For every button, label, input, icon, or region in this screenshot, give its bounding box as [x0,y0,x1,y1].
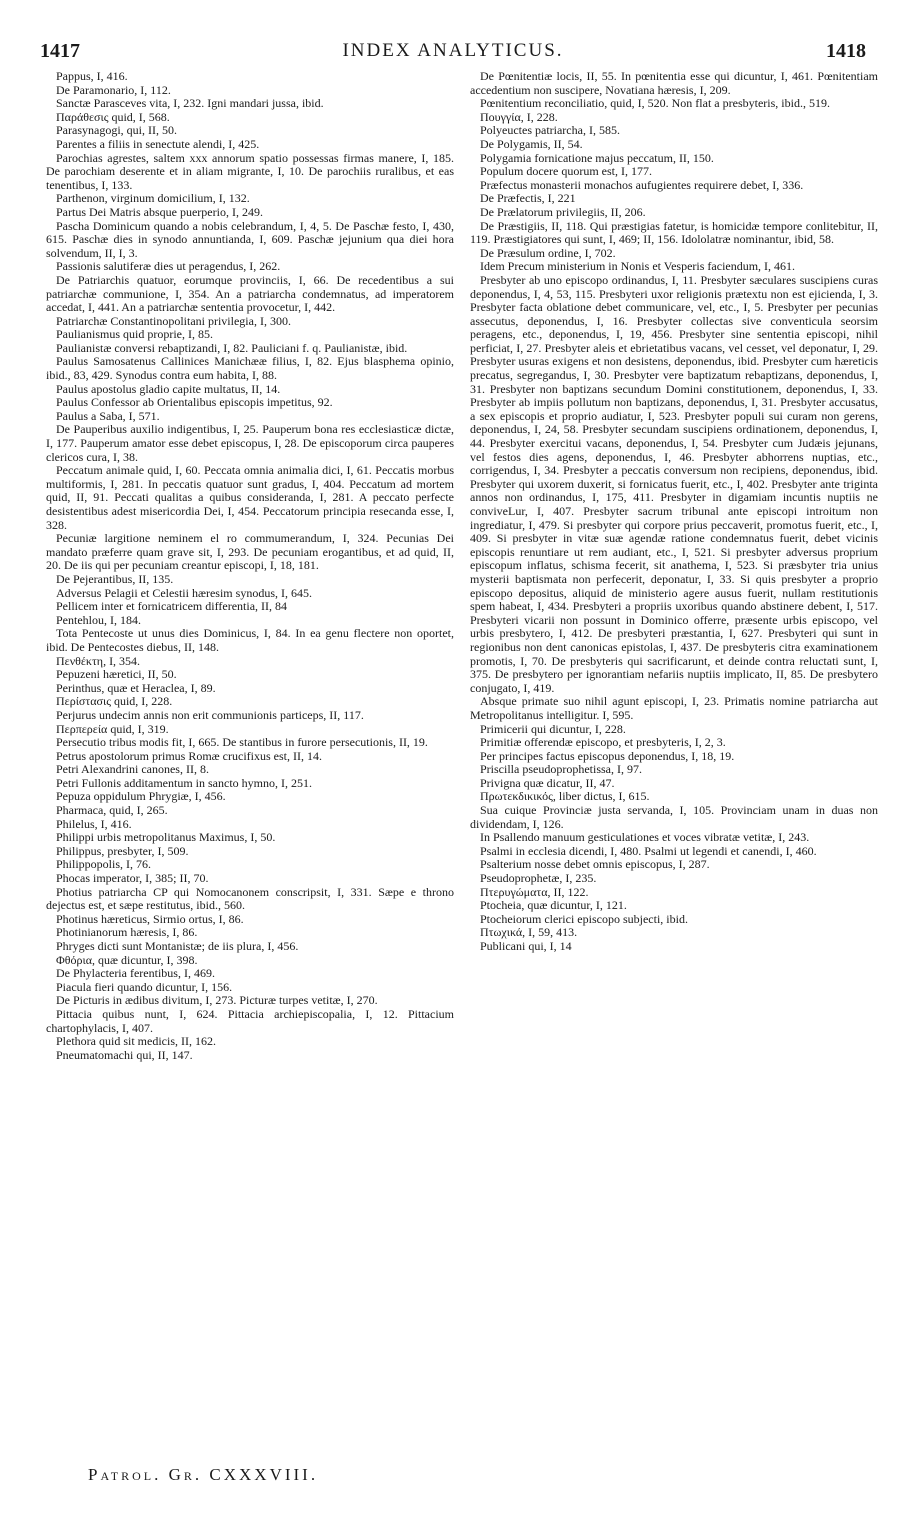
index-entry: Pœnitentium reconciliatio, quid, I, 520. Non flat a presbyteris, ibid., 519. [480,96,830,111]
index-entry: De Picturis in ædibus divitum, I, 273. Picturæ turpes vetitæ, I, 270. [56,993,378,1008]
index-entry: Polyeuctes patriarcha, I, 585. [480,123,620,138]
index-entry: Περίστασις quid, I, 228. [56,694,173,709]
index-entry: Paulus Samosatenus Callinices Manichææ filius, I, 82. Ejus blasphema opinio, ibid., 83, 429. Synodus contra eum habita, I, 88. [46,354,454,383]
index-entry: Piacula fieri quando dicuntur, I, 156. [56,979,233,994]
index-entry: Præfectus monasterii monachos aufugientes requirere debet, I, 336. [480,177,804,192]
left-column [46,70,454,1062]
index-entry: Peccatum animale quid, I, 60. Peccata omnia animalia dici, I, 61. Peccatis morbus multiformis, I, 281. In peccatis quatuor sunt gradus, I, 404. Peccatum ad mortem quid, II, 91. Peccati qualitas a quibus consideranda, I, 281. A peccato perfecte desistentibus adest misericordia Dei, I, 454. Peccatorum principia resecanda esse, I, 328. [46,463,454,532]
index-entry: Paulianistæ conversi rebaptizandi, I, 82. Pauliciani f. q. Paulianistæ, ibid. [56,340,408,355]
index-entry: Tota Pentecoste ut unus dies Dominicus, I, 84. In ea genu flectere non oportet, ibid. De Pentecostes diebus, II, 148. [46,626,454,654]
index-entry: Photinus hæreticus, Sirmio ortus, I, 86. [56,911,244,926]
index-entry: Per principes factus episcopus deponendus, I, 18, 19. [480,748,735,763]
index-entry: Petri Alexandrini canones, II, 8. [56,762,209,777]
index-entry: Adversus Pelagii et Celestii hæresim synodus, I, 645. [56,585,312,600]
index-entry: De Phylacteria ferentibus, I, 469. [56,966,215,981]
index-entry: Perjurus undecim annis non erit communionis particeps, II, 117. [56,707,364,722]
index-entry: In Psallendo manuum gesticulationes et voces vibratæ vetitæ, I, 243. [480,830,810,845]
index-entry: Sanctæ Parasceves vita, I, 232. Igni mandari jussa, ibid. [56,96,324,111]
index-entry: Primicerii qui dicuntur, I, 228. [480,721,626,736]
index-entry: Pascha Dominicum quando a nobis celebrandum, I, 4, 5. De Paschæ festo, I, 430, 615. Paschæ dies in synodo annuntianda, I, 609. Paschæ jejunium qua diei hora solvendum, II, I, 3. [46,218,454,260]
index-entry: Philippus, presbyter, I, 509. [56,843,189,858]
index-entry: Pepuza oppidulum Phrygiæ, I, 456. [56,789,226,804]
index-entry: Πουγγία, I, 228. [480,109,558,124]
index-entry: Partus Dei Matris absque puerperio, I, 249. [56,204,263,219]
index-entry: De Præstigiis, II, 118. Qui præstigias fatetur, is homicidæ tempore conlitebitur, II, 119. Præstigiatores qui sunt, I, 469; II, 156. Idololatræ nominantur, ibid, 58. [470,218,878,247]
page-title: INDEX ANALYTICUS. [342,40,564,61]
index-entry: Persecutio tribus modis fit, I, 665. De stantibus in furore persecutionis, II, 19. [56,735,428,750]
index-entry: Parentes a filiis in senectute alendi, I, 425. [56,136,260,151]
index-entry: Idem Precum ministerium in Nonis et Vesperis faciendum, I, 461. [480,259,796,274]
index-entry: Phocas imperator, I, 385; II, 70. [56,871,209,886]
index-entry: Passionis salutiferæ dies ut peragendus, I, 262. [56,259,281,274]
index-entry: De Prælatorum privilegiis, II, 206. [480,204,646,219]
index-entry: De Patriarchis quatuor, eorumque provinciis, I, 66. De recedentibus a sui patriarchæ communione, I, 354. An a patriarcha condemnatus, ad imperatorem accedat, I, 441. An a patriarchæ sententia provocetur, I, 442. [46,272,454,315]
index-entry: Πρωτεκδικικός, liber dictus, I, 615. [480,789,650,804]
index-entry: Πτερυγώματα, II, 122. [480,884,589,899]
index-entry: Περπερεία quid, I, 319. [56,721,169,736]
index-entry: Parochias agrestes, saltem xxx annorum spatio possessas firmas manere, I, 185. De parochiam deserente et in aliam migrante, I, 10. De parochiis ruralibus, et eas tenentibus, I, 133. [46,150,454,192]
index-entry: Sua cuique Provinciæ justa servanda, I, 105. Provinciam unam in duas non dividendam, I, 126. [470,803,878,831]
index-entry: Primitiæ offerendæ episcopo, et presbyteris, I, 2, 3. [480,735,726,750]
index-entry: Philippopolis, I, 76. [56,857,152,872]
index-entry: De Præsulum ordine, I, 702. [480,245,616,260]
index-entry: Pepuzeni hæretici, II, 50. [56,667,177,682]
footer-signature: Patrol. Gr. CXXXVIII. [88,1465,319,1484]
index-entry: Polygamia fornicatione majus peccatum, II, 150. [480,150,714,165]
index-entry: De Paramonario, I, 112. [56,82,171,97]
index-entry: Pappus, I, 416. [56,69,128,83]
index-entry: Paulus apostolus gladio capite multatus, II, 14. [56,381,281,396]
index-entry: De Pejerantibus, II, 135. [56,571,174,586]
index-entry: Pentehlou, I, 184. [56,612,141,627]
index-entry: Perinthus, quæ et Heraclea, I, 89. [56,680,216,695]
index-entry: Pneumatomachi qui, II, 147. [56,1047,193,1062]
index-entry: Privigna quæ dicatur, II, 47. [480,775,615,790]
index-entry: Parasynagogi, qui, II, 50. [56,123,177,138]
index-entry: Φθόρια, quæ dicuntur, I, 398. [56,952,198,967]
index-entry: Pellicem inter et fornicatricem differentia, II, 84 [56,599,288,614]
index-entry: De Præfectis, I, 221 [480,191,576,206]
index-entry: Πτωχικά, I, 59, 413. [480,925,578,940]
index-entry: Ptocheia, quæ dicuntur, I, 121. [480,898,627,913]
index-entry: Phryges dicti sunt Montanistæ; de iis plura, I, 456. [56,939,299,953]
index-entry: Πενθέκτη, I, 354. [56,653,141,668]
index-entry: Pseudoprophetæ, I, 235. [480,871,597,886]
index-entry: Paulus a Saba, I, 571. [56,408,160,423]
index-entry: Petrus apostolorum primus Romæ crucifixus est, II, 14. [56,748,322,763]
index-entry: De Pœnitentiæ locis, II, 55. In pœnitentia esse qui dicuntur, I, 461. Pœnitentiam accedentium non suscipere, Novatiana hæresis, I, 209. [470,69,878,97]
index-entry: De Polygamis, II, 54. [480,136,583,151]
index-entry: Populum docere quorum est, I, 177. [480,164,652,179]
index-entry: De Pauperibus auxilio indigentibus, I, 25. Pauperum bona res ecclesiasticæ dictæ, I, 177. Pauperum amator esse debet episcopus, I, 28. De episcoporum circa pauperes clericos cura, I, 38. [46,422,454,464]
index-entry: Photius patriarcha CP qui Nomocanonem conscripsit, I, 331. Sæpe e throno dejectus est, et sæpe restitutus, ibid., 560. [46,884,454,913]
index-entry: Pittacia quibus nunt, I, 624. Pittacia archiepiscopalia, I, 12. Pittacium chartophylacis, I, 407. [46,1006,454,1035]
index-entry: Photinianorum hæresis, I, 86. [56,925,198,940]
index-entry: Psalterium nosse debet omnis episcopus, I, 287. [480,857,710,872]
index-entry: Priscilla pseudoprophetissa, I, 97. [480,762,642,777]
right-column [470,70,878,954]
index-entry: Publicani qui, I, 14 [480,939,572,953]
index-entry: Pecuniæ largitione neminem el ro commumerandum, I, 324. Pecunias Dei mandato præferre quam grave sit, I, 293. De pecuniam erogantibus, et ad quid, II, 20. De iis qui per pecuniam creantur episcopi, I, 18, 181. [46,531,454,573]
index-entry: Parthenon, virginum domicilium, I, 132. [56,191,250,206]
index-entry: Plethora quid sit medicis, II, 162. [56,1034,216,1049]
index-entry: Paulus Confessor ab Orientalibus episcopis impetitus, 92. [56,395,333,410]
index-entry: Philippi urbis metropolitanus Maximus, I, 50. [56,830,276,845]
index-entry: Παράθεσις quid, I, 568. [56,109,170,124]
index-entry: Ptocheiorum clerici episcopo subjecti, ibid. [480,911,688,926]
index-entry: Petri Fullonis additamentum in sancto hymno, I, 251. [56,775,312,790]
index-entry: Absque primate suo nihil agunt episcopi, I, 23. Primatis nomine patriarcha aut Metropolitanus intelligitur. I, 595. [470,694,878,722]
page-number-left: 1417 [40,40,80,62]
index-entry: Pharmaca, quid, I, 265. [56,803,168,818]
index-entry: Patriarchæ Constantinopolitani privilegia, I, 300. [56,313,291,328]
index-entry: Presbyter ab uno episcopo ordinandus, I, 11. Presbyter sæculares suscipiens curas deponendus, I, 4, 53, 115. Presbyteri uxor religionis prætextu non est ejicienda, I, 3. Presbyter facta oblatione debet communicare, vel, etc., I, 5. Presbyter per pecunias assecutus, deponendus, I, 16. Presbyter collectas sive conventicula seorsim peragens, etc., deponendus, I, 19, 456. Presbyter sine sententia episcopi, nihil perficiat, I, 27. Presbyter aleis et ebrietatibus vacans, vel cesset, vel deponatur, I, 29. Presbyter usuras exigens et non desistens, deponendus, ibid. Presbyter cum hæreticis precatus, segregandus, I, 30. Presbyter vere baptizatum rebaptizans, deponendus, I, 31. Presbyter non baptizans secundum Domini constitutionem, deponendus, I, 33. Presbyter ab impiis pollutum non baptizans, deponendus, I, 31. Presbyter accusatus, a sex episcopis et proprio audiatur, I, 523. Presbyter populi sui curam non gerens, deponendus, I, 24, 58. Presbyter secundam suscipiens ordinationem, deponendus, I, 44. Presbyter exercitui vacans, deponendus, I, 54. Presbyter cum Judæis jejunans, vel festos dies agens, deponendus, I, 46. Presbyter abhorrens nuptias, etc., corrigendus, I, 34. Presbyter a peccatis conversum non recipiens, deponendus, ibid. Presbyter qui uxorem duxerit, si fornicatus fuerit, etc., I, 402. Presbyter ante triginta annos non ordinandus, I, 175, 411. Presbyter in digamiam incuntis nuptiis ne conviveLur, I, 407. Presbyter sacrum tribunal ante episcopi introitum non ingrediatur, I, 479. Si presbyter qui corpore prius peccaverit, promotus fuerit, etc., I, 409. Si presbyter in vitæ suæ agendæ ratione condemnatus fuerit, debet vicinis episcopis renuntiare ut rem audiant, etc., I, 521. Si presbyter adversus proprium episcopum inflatus, schisma fecerit, sit anathema, I, 523. Si præsbyter tria unius mysterii baptismata non perfecerit, deponatur, I, 33. Si quis presbyter a proprio episcopo depositus, aliquid de ministerio agere ausus fuerit, nullam restitutionis spem habeat, I, 434. Presbyteri a propriis uxoribus quando abstinere debent, I, 517. Presbyteri vicarii non possunt in Dominico offerre, præsente urbis episcopo, vel urbis presbytero, I, 412. De presbyteri præstantia, I, 627. Presbyteri qui sunt in regionibus non dent canonicas epistolas, I, 437. De presbyteris citra examinationem promotis, I, 70. De presbyteris qui sacrificarunt, et deinde contra reluctati sunt, I, 375. De presbytero per ignorantiam nefariis nuptiis implicato, II, 85. De presbytero conjugato, I, 419. [470,272,878,695]
index-entry: Paulianismus quid proprie, I, 85. [56,327,213,342]
page-number-right: 1418 [826,40,866,62]
index-entry: Philelus, I, 416. [56,816,132,831]
index-entry: Psalmi in ecclesia dicendi, I, 480. Psalmi ut legendi et canendi, I, 460. [480,843,817,858]
